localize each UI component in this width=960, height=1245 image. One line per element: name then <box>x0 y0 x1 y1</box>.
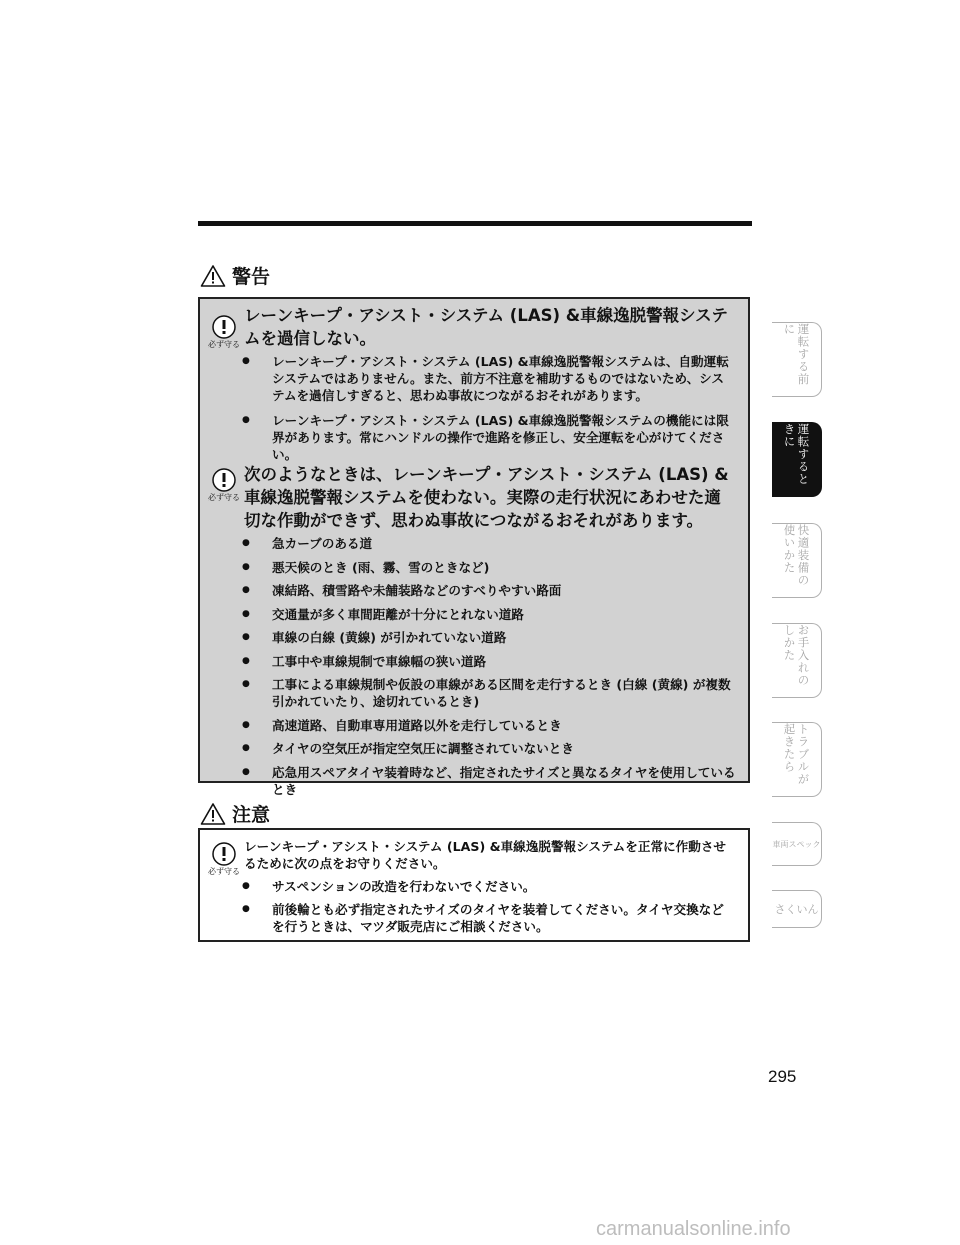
watermark: carmanualsonline.info <box>596 1218 791 1240</box>
tab-label: さくいん <box>774 902 819 916</box>
caution-box <box>198 828 750 942</box>
list-item: ● タイヤの空気圧が指定空気圧に調整されていないとき <box>236 740 736 757</box>
caution-title: 注意 <box>232 804 271 826</box>
tab-label: 快適装備の使いかた <box>782 524 811 587</box>
warning-heading-1: レーンキープ・アシスト・システム (LAS) &車線逸脱警報システムを過信しない。 <box>244 306 728 348</box>
tab-comfort-equipment[interactable] <box>772 523 822 598</box>
tab-label: お手入れのしかた <box>782 624 811 687</box>
tab-label: 車両スペック <box>772 839 821 849</box>
exclamation-circle-icon <box>212 468 236 492</box>
tab-while-driving[interactable] <box>772 422 822 497</box>
must-badge <box>208 468 240 502</box>
list-item: ● 急カーブのある道 <box>236 535 736 552</box>
list-item: ● 凍結路、積雪路や未舗装路などのすべりやすい路面 <box>236 582 736 599</box>
tab-before-driving[interactable] <box>772 322 822 397</box>
warning-list-1 <box>236 353 736 471</box>
warning-list-2 <box>236 535 736 804</box>
list-item: ● 応急用スペアタイヤ装着時など、指定されたサイズと異なるタイヤを使用しているとき <box>236 764 736 798</box>
list-item: ● 工事中や車線規制で車線幅の狭い道路 <box>236 653 736 670</box>
caution-header <box>200 800 270 827</box>
list-item: ● 高速道路、自動車専用道路以外を走行しているとき <box>236 717 736 734</box>
tab-specifications[interactable] <box>772 822 822 866</box>
warning-header <box>200 262 270 289</box>
tab-label: 運転する前に <box>782 323 811 386</box>
exclamation-circle-icon <box>212 842 236 866</box>
warning-triangle-icon <box>200 264 226 288</box>
must-badge <box>208 842 240 876</box>
list-item: ● 悪天候のとき (雨、霧、雪のときなど) <box>236 559 736 576</box>
list-item: ● サスペンションの改造を行わないでください。 <box>236 878 736 895</box>
list-item: ● 車線の白線 (黄線) が引かれていない道路 <box>236 629 736 646</box>
tab-troubleshooting[interactable] <box>772 722 822 797</box>
exclamation-circle-icon <box>212 315 236 339</box>
must-label: 必ず守る <box>208 340 240 349</box>
caution-list <box>236 878 736 941</box>
must-label: 必ず守る <box>208 493 240 502</box>
must-badge <box>208 315 240 349</box>
caution-text: レーンキープ・アシスト・システム (LAS) &車線逸脱警報システムを正常に作動させるために次の点をお守りください。 <box>244 839 727 871</box>
tab-maintenance[interactable] <box>772 623 822 698</box>
list-item: ● レーンキープ・アシスト・システム (LAS) &車線逸脱警報システムは、自動運転システムではありません。また、前方不注意を補助するものではないため、システムを過信しすぎると、思わぬ事故につながるおそれがあります。 <box>236 353 736 404</box>
tab-index[interactable] <box>772 890 822 928</box>
top-rule <box>198 221 752 226</box>
page-number: 295 <box>768 1067 797 1086</box>
tab-label: 運転するときに <box>782 423 811 486</box>
warning-heading-2: 次のようなときは、レーンキープ・アシスト・システム (LAS) &車線逸脱警報システムを使わない。実際の走行状況にあわせた適切な作動ができず、思わぬ事故につながるおそれがあります。 <box>244 465 729 530</box>
warning-box <box>198 297 750 797</box>
list-item: ● 交通量が多く車間距離が十分にとれない道路 <box>236 606 736 623</box>
must-label: 必ず守る <box>208 867 240 876</box>
warning-title: 警告 <box>232 266 271 288</box>
list-item: ● レーンキープ・アシスト・システム (LAS) &車線逸脱警報システムの機能には限界があります。常にハンドルの操作で進路を修正し、安全運転を心がけてください。 <box>236 412 736 463</box>
list-item: ● 前後輪とも必ず指定されたサイズのタイヤを装着してください。タイヤ交換などを行うときは、マツダ販売店にご相談ください。 <box>236 901 736 935</box>
list-item: ● 工事による車線規制や仮設の車線がある区間を走行するとき (白線 (黄線) が複数引かれていたり、途切れているとき) <box>236 676 736 710</box>
caution-triangle-icon <box>200 802 226 826</box>
tab-label: トラブルが起きたら <box>782 723 811 786</box>
